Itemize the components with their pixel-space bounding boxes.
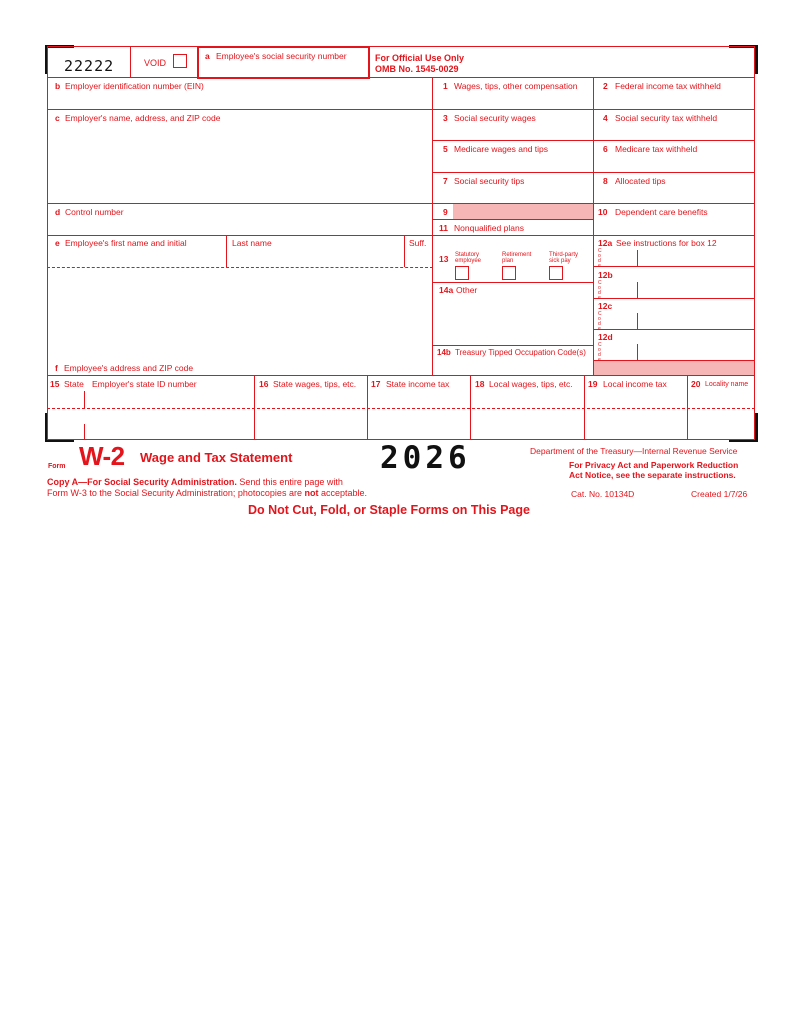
- box-10-label: Dependent care benefits: [615, 207, 708, 217]
- box-18-num: 18: [475, 379, 485, 389]
- box-12c-num: 12c: [598, 301, 613, 311]
- box-a-ssn[interactable]: [197, 46, 370, 79]
- box-c-label: Employer's name, address, and ZIP code: [65, 113, 221, 123]
- box-6-label: Medicare tax withheld: [615, 144, 698, 154]
- box-12d-shade: [594, 361, 754, 375]
- box-11-num: 11: [439, 223, 448, 233]
- box-12a-num: 12a: [598, 238, 613, 248]
- box-4-num: 4: [603, 113, 608, 123]
- box-7-num: 7: [443, 176, 448, 186]
- department-label: Department of the Treasury—Internal Revenue Service: [530, 446, 738, 456]
- tax-year: 2026: [380, 440, 471, 476]
- box-8-label: Allocated tips: [615, 176, 666, 186]
- box-15-label: State: [64, 379, 84, 389]
- box-14a-label: Other: [456, 285, 478, 295]
- created-date: Created 1/7/26: [691, 489, 748, 499]
- omb-number: OMB No. 1545-0029: [375, 64, 459, 74]
- box-a-label: Employee's social security number: [216, 51, 347, 61]
- box-20-label: Locality name: [705, 381, 749, 388]
- box-1-label: Wages, tips, other compensation: [454, 81, 578, 91]
- box-9-num: 9: [443, 207, 448, 217]
- box-2-num: 2: [603, 81, 608, 91]
- copy-a-line-2: Form W-3 to the Social Security Administration; photocopies are not acceptable.: [47, 488, 367, 498]
- box-6-num: 6: [603, 144, 608, 154]
- box-d-label: Control number: [65, 207, 124, 217]
- statutory-label-2: employee: [455, 258, 482, 264]
- form-title: Wage and Tax Statement: [140, 450, 293, 465]
- box-5-num: 5: [443, 144, 448, 154]
- box-13-num: 13: [439, 254, 449, 264]
- privacy-notice-2: Act Notice, see the separate instructions.: [569, 470, 736, 480]
- box-11-label: Nonqualified plans: [454, 223, 524, 233]
- box-17-label: State income tax: [386, 379, 450, 389]
- retirement-label-2: plan: [502, 258, 514, 264]
- box-b-label: Employer identification number (EIN): [65, 81, 204, 91]
- box-16-label: State wages, tips, etc.: [273, 379, 357, 389]
- box-b-letter: b: [55, 81, 61, 91]
- box-14b-num: 14b: [437, 348, 451, 357]
- box-18-label: Local wages, tips, etc.: [489, 379, 573, 389]
- box-14b-label: Treasury Tipped Occupation Code(s): [455, 348, 586, 357]
- box-4-label: Social security tax withheld: [615, 113, 718, 123]
- thirdparty-label-1: Third-party: [549, 252, 579, 258]
- box-12b-num: 12b: [598, 270, 613, 280]
- box-17-num: 17: [371, 379, 381, 389]
- box-12a-label: See instructions for box 12: [616, 238, 717, 248]
- statutory-employee-checkbox[interactable]: [455, 266, 469, 280]
- retirement-label-1: Retirement: [502, 252, 532, 258]
- third-party-sick-pay-checkbox[interactable]: [549, 266, 563, 280]
- box-7-label: Social security tips: [454, 176, 525, 186]
- box-3-label: Social security wages: [454, 113, 536, 123]
- catalog-number: Cat. No. 10134D: [571, 489, 635, 499]
- thirdparty-label-2: sick pay: [549, 258, 571, 264]
- box-f-label: Employee's address and ZIP code: [64, 363, 194, 373]
- box-12d-code-label: C o d e: [598, 342, 602, 363]
- box-d-letter: d: [55, 207, 61, 217]
- box-15-id-label: Employer's state ID number: [92, 379, 197, 389]
- retirement-plan-checkbox[interactable]: [502, 266, 516, 280]
- box-15-num: 15: [50, 379, 60, 389]
- box-c-letter: c: [55, 113, 60, 123]
- box-20-num: 20: [691, 379, 701, 389]
- control-code: 22222: [64, 57, 115, 75]
- box-8-num: 8: [603, 176, 608, 186]
- box-12c-code-label: C o d e: [598, 311, 602, 332]
- box-5-label: Medicare wages and tips: [454, 144, 549, 154]
- corner-mark-bl: [45, 413, 74, 442]
- box-12b-code-label: C o d e: [598, 280, 602, 301]
- void-label: VOID: [144, 58, 167, 68]
- statutory-label-1: Statutory: [455, 252, 480, 258]
- box-16-num: 16: [259, 379, 269, 389]
- box-14a-num: 14a: [439, 285, 454, 295]
- privacy-notice-1: For Privacy Act and Paperwork Reduction: [569, 460, 739, 470]
- copy-a-line-1: Copy A—For Social Security Administration. Send this entire page with: [47, 477, 343, 487]
- box-3-num: 3: [443, 113, 448, 123]
- void-checkbox[interactable]: [173, 54, 187, 68]
- box-12d-num: 12d: [598, 332, 613, 342]
- box-a-letter: a: [205, 51, 210, 61]
- form-word: Form: [48, 463, 66, 470]
- box-f-letter: f: [55, 363, 58, 373]
- box-e-letter: e: [55, 238, 60, 248]
- box-9-shade: [453, 204, 593, 219]
- box-10-num: 10: [598, 207, 608, 217]
- box-12a-code-label: C o d e: [598, 248, 602, 269]
- box-e-last-name: Last name: [232, 238, 272, 248]
- box-2-label: Federal income tax withheld: [615, 81, 721, 91]
- do-not-cut-warning: Do Not Cut, Fold, or Staple Forms on This Page: [248, 503, 530, 517]
- box-19-num: 19: [588, 379, 598, 389]
- box-1-num: 1: [443, 81, 448, 91]
- box-e-label: Employee's first name and initial: [65, 238, 187, 248]
- form-name: W-2: [79, 441, 125, 471]
- box-e-suffix: Suff.: [409, 238, 427, 248]
- box-19-label: Local income tax: [603, 379, 667, 389]
- official-use-label: For Official Use Only: [375, 53, 465, 63]
